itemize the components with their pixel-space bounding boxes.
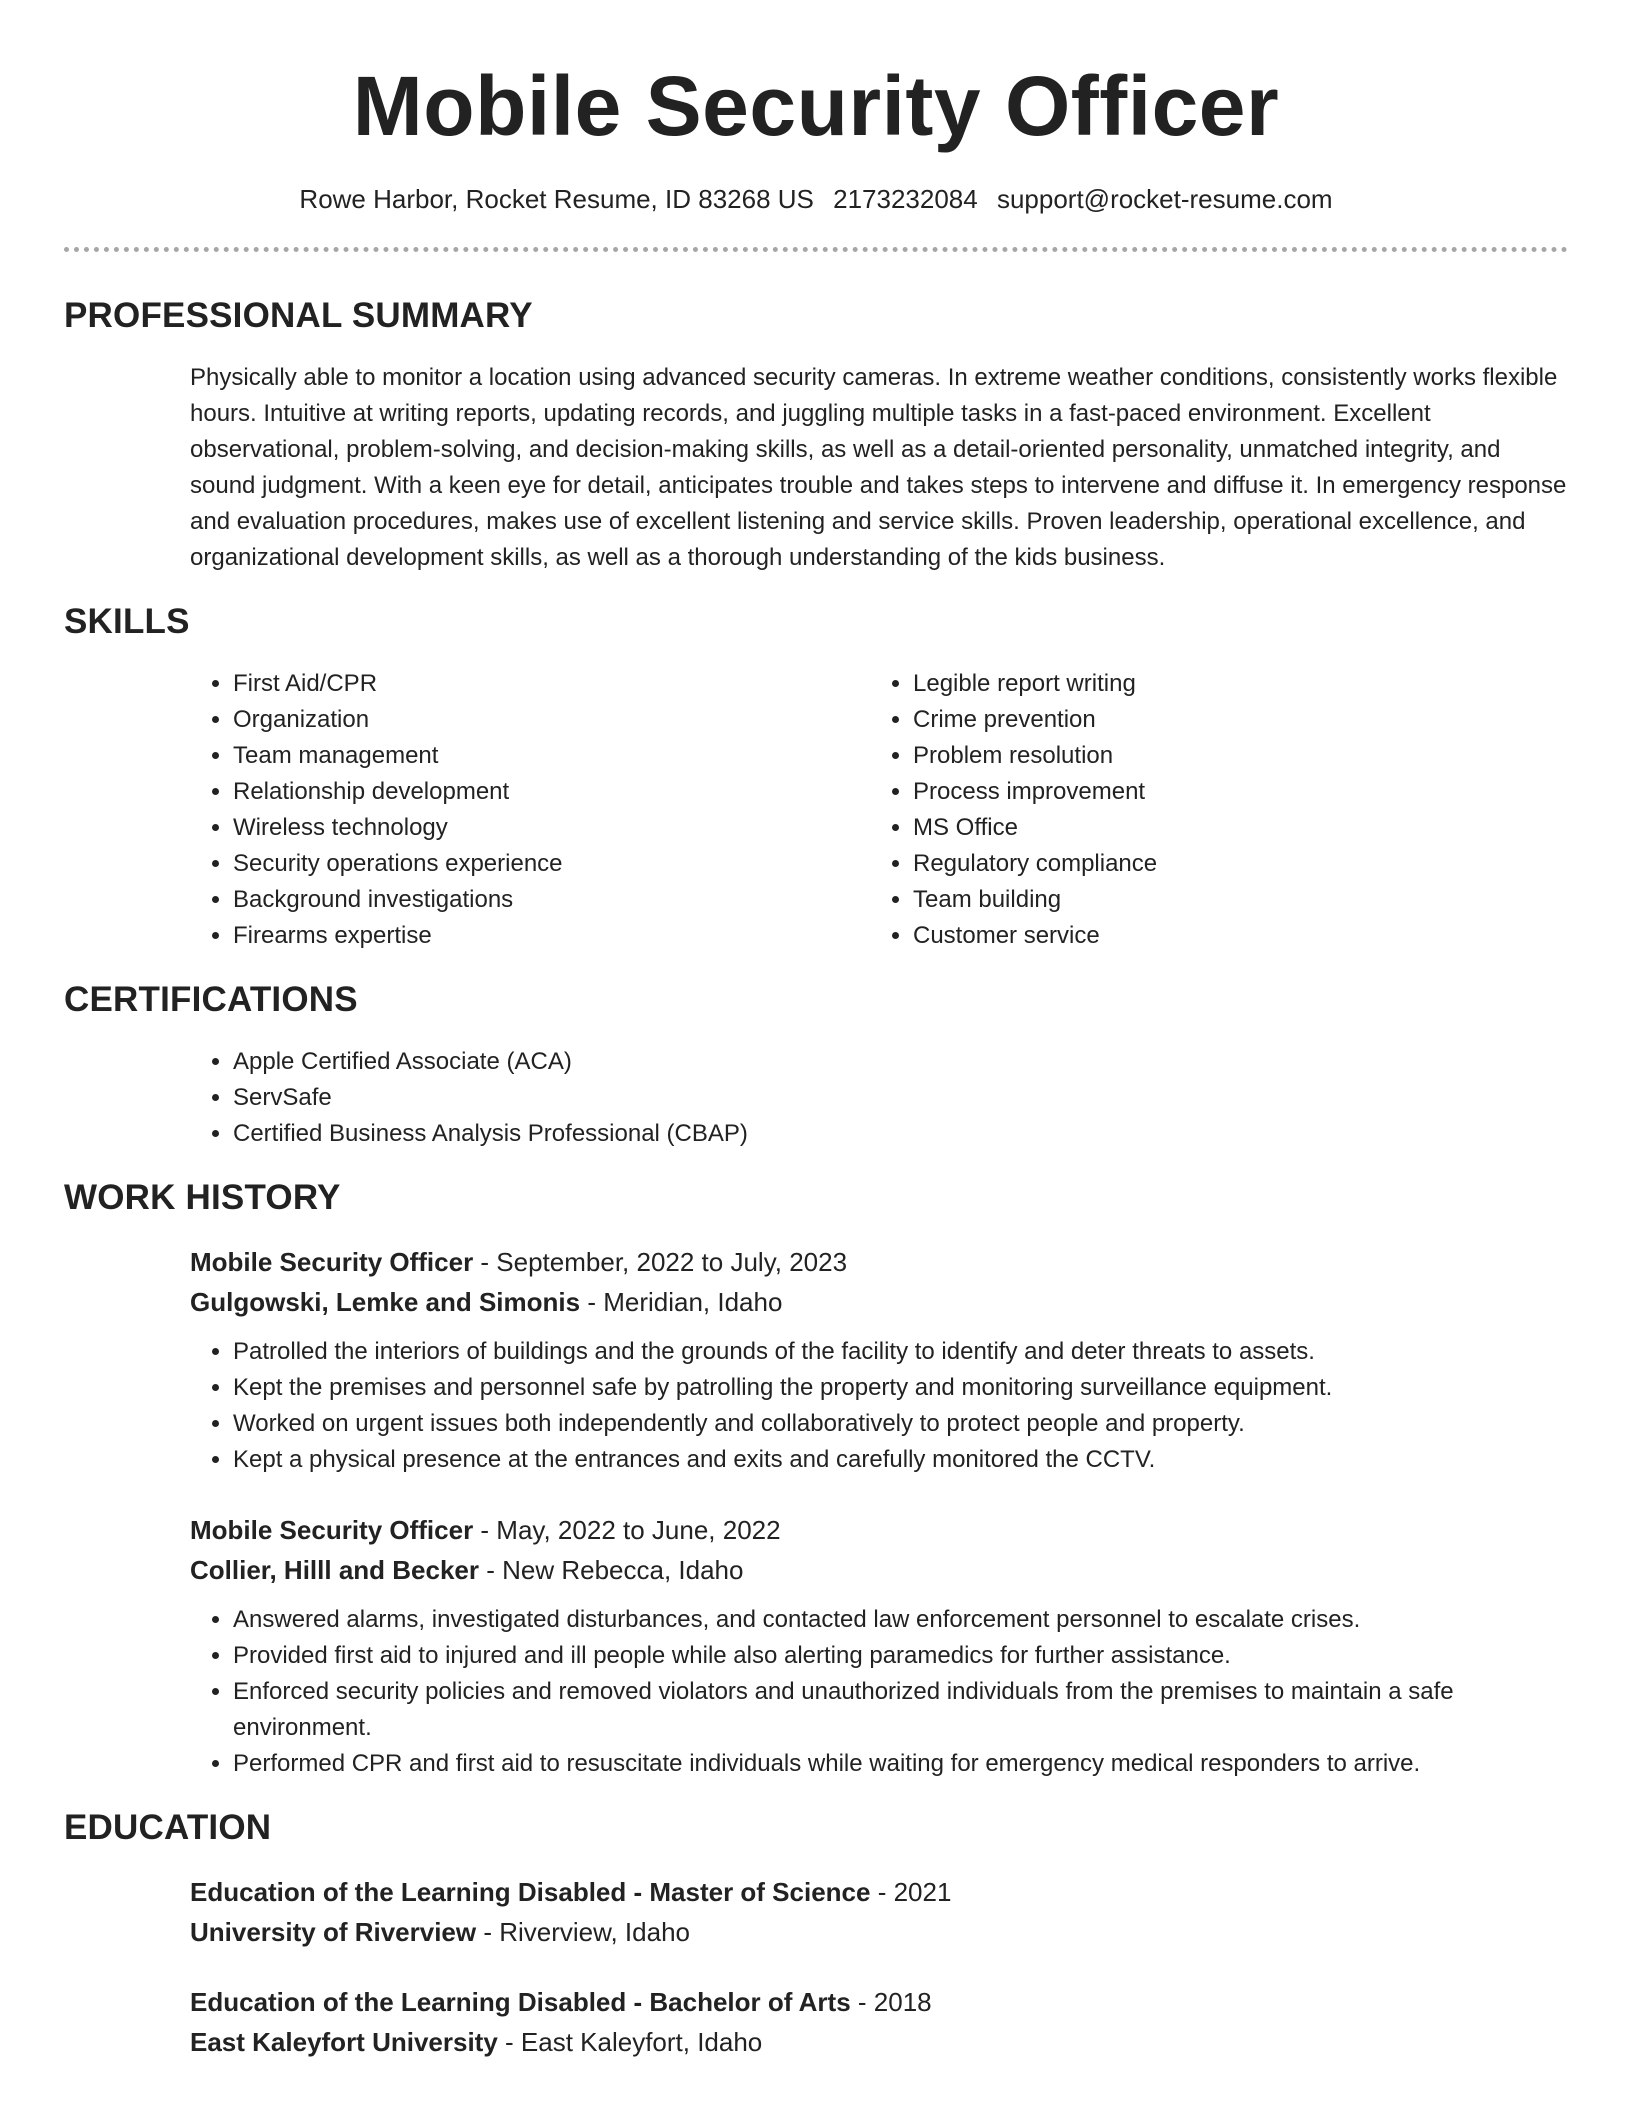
job-title-line: [190, 1510, 1568, 1550]
job-company: Collier, Hilll and Becker: [190, 1555, 479, 1585]
separator: -: [497, 2027, 521, 2057]
education-year: 2021: [893, 1877, 952, 1907]
education-school: East Kaleyfort University: [190, 2027, 498, 2057]
job-location: New Rebecca, Idaho: [502, 1555, 744, 1585]
contact-line: [64, 184, 1568, 215]
job-bullet: • Kept a physical presence at the entrances and exits and carefully monitored the CCTV.: [233, 1442, 1568, 1478]
job-dates: May, 2022 to June, 2022: [496, 1515, 781, 1545]
header-divider: [64, 247, 1568, 252]
skill-item: • Background investigations: [233, 882, 870, 918]
job-entry: [190, 1242, 1568, 1478]
job-bullet: • Patrolled the interiors of buildings and the grounds of the facility to identify and deter threats to assets.: [233, 1334, 1568, 1370]
skill-item: • Relationship development: [233, 774, 870, 810]
skills-column-right: [870, 666, 1550, 954]
skill-item: • Team management: [233, 738, 870, 774]
skills-heading: SKILLS: [64, 602, 190, 641]
job-bullet: • Kept the premises and personnel safe by patrolling the property and monitoring surveillance equipment.: [233, 1370, 1568, 1406]
contact-email: support@rocket-resume.com: [996, 184, 1333, 214]
certification-item: • Certified Business Analysis Professional (CBAP): [233, 1116, 1568, 1152]
education-heading: EDUCATION: [64, 1808, 272, 1847]
contact-phone: 2173232084: [833, 184, 978, 214]
skill-item: • Firearms expertise: [233, 918, 870, 954]
education-location: Riverview, Idaho: [499, 1917, 690, 1947]
education-degree-line: [190, 1982, 1568, 2022]
job-entry: [190, 1510, 1568, 1782]
job-bullet: • Worked on urgent issues both independently and collaboratively to protect people and property.: [233, 1406, 1568, 1442]
job-company: Gulgowski, Lemke and Simonis: [190, 1287, 581, 1317]
summary-heading: PROFESSIONAL SUMMARY: [64, 296, 533, 335]
separator: -: [870, 1877, 894, 1907]
job-title-line: [190, 1242, 1568, 1282]
summary-text: Physically able to monitor a location using advanced security cameras. In extreme weather conditions, consistently works flexible hours. Intuitive at writing reports, updating records, and juggling multiple tasks in a fast-paced environment. Excellent observational, problem-solving, and decision-making skills, as well as a detail-oriented personality, unmatched integrity, and sound judgment. With a keen eye for detail, anticipates trouble and takes steps to intervene and diffuse it. In emergency response and evaluation procedures, makes use of excellent listening and service skills. Proven leadership, operational excellence, and organizational development skills, as well as a thorough understanding of the kids business.: [190, 364, 1567, 571]
education-degree-line: [190, 1872, 1568, 1912]
education-degree: Education of the Learning Disabled - Bachelor of Arts: [190, 1987, 851, 2017]
education-year: 2018: [873, 1987, 932, 2017]
education-degree: Education of the Learning Disabled - Master of Science: [190, 1877, 871, 1907]
skill-item: • Customer service: [913, 918, 1550, 954]
certification-item: • ServSafe: [233, 1080, 1568, 1116]
certifications-list: [190, 1044, 1568, 1152]
skill-item: • Crime prevention: [913, 702, 1550, 738]
separator: -: [476, 1917, 500, 1947]
candidate-name: Mobile Security Officer: [352, 59, 1280, 153]
job-company-line: [190, 1282, 1568, 1322]
job-bullet: • Answered alarms, investigated disturbances, and contacted law enforcement personnel to escalate crises.: [233, 1602, 1568, 1638]
skills-list: [190, 666, 1568, 954]
education-school-line: [190, 2022, 1568, 2062]
skill-item: • First Aid/CPR: [233, 666, 870, 702]
skill-item: • Organization: [233, 702, 870, 738]
job-title: Mobile Security Officer: [190, 1515, 474, 1545]
job-location: Meridian, Idaho: [603, 1287, 783, 1317]
job-bullet: • Provided first aid to injured and ill people while also alerting paramedics for further assistance.: [233, 1638, 1568, 1674]
work-history-heading: WORK HISTORY: [64, 1178, 341, 1217]
skill-item: • MS Office: [913, 810, 1550, 846]
job-bullets: [190, 1334, 1568, 1478]
job-title: Mobile Security Officer: [190, 1247, 474, 1277]
contact-address: Rowe Harbor, Rocket Resume, ID 83268 US: [299, 184, 814, 214]
separator: -: [473, 1247, 497, 1277]
job-bullets: [190, 1602, 1568, 1782]
education-entry: [190, 1982, 1568, 2062]
education-school-line: [190, 1912, 1568, 1952]
skills-column-left: [190, 666, 870, 954]
education-school: University of Riverview: [190, 1917, 477, 1947]
job-bullet: • Enforced security policies and removed violators and unauthorized individuals from the premises to maintain a safe environment.: [233, 1674, 1568, 1746]
separator: -: [580, 1287, 604, 1317]
skill-item: • Wireless technology: [233, 810, 870, 846]
job-dates: September, 2022 to July, 2023: [496, 1247, 848, 1277]
certification-item: • Apple Certified Associate (ACA): [233, 1044, 1568, 1080]
separator: -: [479, 1555, 503, 1585]
skill-item: • Problem resolution: [913, 738, 1550, 774]
skill-item: • Legible report writing: [913, 666, 1550, 702]
education-entry: [190, 1872, 1568, 1952]
certifications-heading: CERTIFICATIONS: [64, 980, 358, 1019]
education-location: East Kaleyfort, Idaho: [520, 2027, 763, 2057]
job-company-line: [190, 1550, 1568, 1590]
separator: -: [473, 1515, 497, 1545]
skill-item: • Team building: [913, 882, 1550, 918]
skill-item: • Process improvement: [913, 774, 1550, 810]
skill-item: • Security operations experience: [233, 846, 870, 882]
job-bullet: • Performed CPR and first aid to resuscitate individuals while waiting for emergency medical responders to arrive.: [233, 1746, 1568, 1782]
separator: -: [850, 1987, 874, 2017]
skill-item: • Regulatory compliance: [913, 846, 1550, 882]
